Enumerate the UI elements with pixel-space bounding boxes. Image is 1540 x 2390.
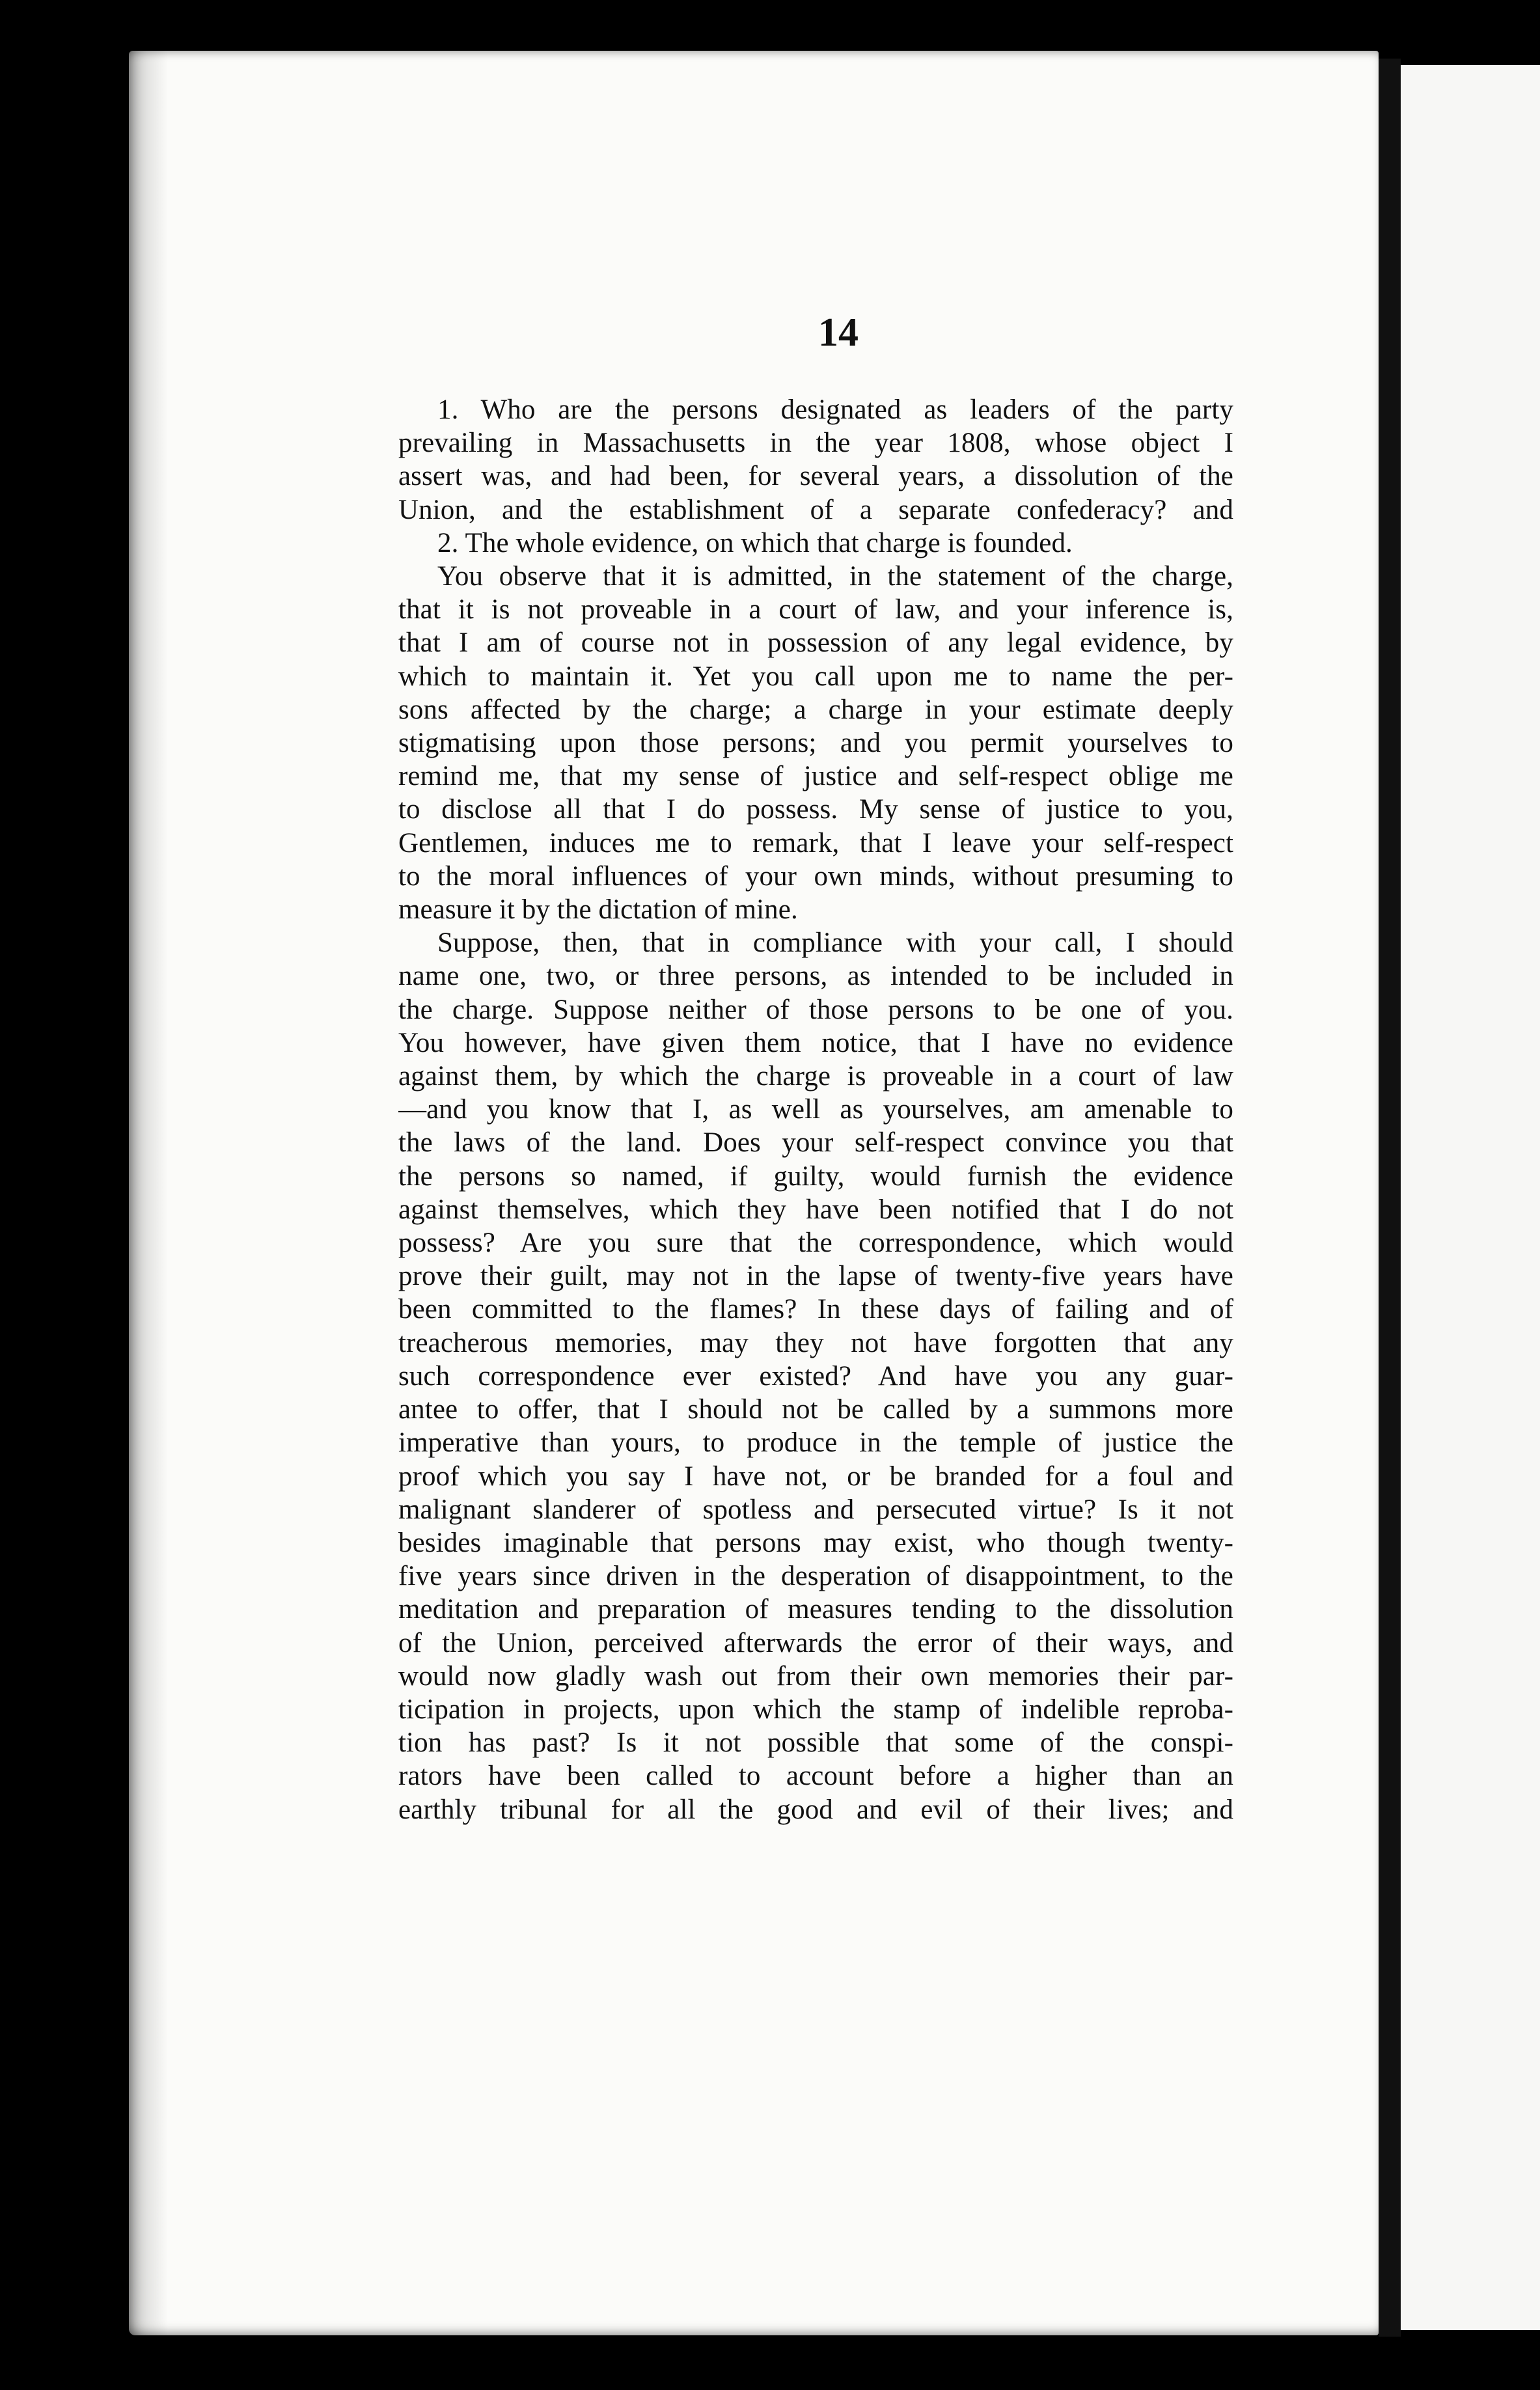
text-line: that I am of course not in possession of any legal evidence, by [398, 627, 1233, 659]
text-line: that it is not proveable in a court of law, and your inference is, [398, 594, 1233, 625]
text-line: possess? Are you sure that the correspondence, which would [398, 1228, 1233, 1259]
text-line: malignant slanderer of spotless and persecuted virtue? Is it not [398, 1494, 1233, 1525]
text-line: 2. The whole evidence, on which that charge is founded. [437, 527, 1073, 558]
text-line: 1. Who are the persons designated as leaders of the party [437, 394, 1233, 425]
text-line: against themselves, which they have been notified that I do not [398, 1194, 1233, 1225]
text-line: assert was, and had been, for several years, a dissolution of the [398, 461, 1233, 492]
text-line: the charge. Suppose neither of those persons to be one of you. [398, 994, 1233, 1025]
text-line: measure it by the dictation of mine. [398, 894, 798, 926]
body-text [398, 393, 1233, 1826]
text-line: prove their guilt, may not in the lapse of twenty-five years have [398, 1261, 1233, 1292]
text-line: treacherous memories, may they not have forgotten that any [398, 1327, 1233, 1358]
text-line: remind me, that my sense of justice and self-respect oblige me [398, 761, 1233, 792]
text-line: Suppose, then, that in compliance with your call, I should [437, 927, 1233, 959]
text-line: antee to offer, that I should not be called by a summons more [398, 1394, 1233, 1425]
text-line: —and you know that I, as well as yourselves, am amenable to [398, 1094, 1233, 1125]
text-line: sons affected by the charge; a charge in your estimate deeply [398, 694, 1233, 725]
text-line: You however, have given them notice, that I have no evidence [398, 1027, 1233, 1058]
text-line: five years since driven in the desperation of disappointment, to the [398, 1561, 1233, 1592]
text-line: to disclose all that I do possess. My sense of justice to you, [398, 794, 1233, 825]
text-line: Union, and the establishment of a separate confederacy? and [398, 494, 1233, 525]
book-gutter [1379, 59, 1401, 2337]
text-line: Gentlemen, induces me to remark, that I leave your self-respect [398, 827, 1233, 858]
text-line: ticipation in projects, upon which the stamp of indelible reproba- [398, 1694, 1233, 1725]
text-line: prevailing in Massachusetts in the year 1808, whose object I [398, 428, 1233, 459]
text-line: would now gladly wash out from their own memories their par- [398, 1660, 1233, 1692]
text-line: of the Union, perceived afterwards the error of their ways, and [398, 1627, 1233, 1658]
text-line: such correspondence ever existed? And have you any guar- [398, 1360, 1233, 1392]
text-line: the laws of the land. Does your self-respect convince you that [398, 1127, 1233, 1159]
text-line: rators have been called to account before a higher than an [398, 1761, 1233, 1792]
text-line: name one, two, or three persons, as intended to be included in [398, 961, 1233, 992]
text-line: You observe that it is admitted, in the statement of the charge, [437, 561, 1233, 592]
text-line: meditation and preparation of measures tending to the dissolution [398, 1594, 1233, 1625]
facing-page-edge [1401, 65, 1540, 2330]
text-line: stigmatising upon those persons; and you permit yourselves to [398, 728, 1233, 759]
text-line: besides imaginable that persons may exist, who though twenty- [398, 1527, 1233, 1558]
text-line: proof which you say I have not, or be branded for a foul and [398, 1461, 1233, 1492]
text-line: which to maintain it. Yet you call upon me to name the per- [398, 661, 1233, 692]
text-line: against them, by which the charge is proveable in a court of law [398, 1061, 1233, 1092]
text-line: imperative than yours, to produce in the temple of justice the [398, 1427, 1233, 1459]
text-line: earthly tribunal for all the good and evil of their lives; and [398, 1794, 1233, 1825]
page-number: 14 [818, 310, 859, 355]
text-line: the persons so named, if guilty, would furnish the evidence [398, 1161, 1233, 1192]
text-line: been committed to the flames? In these days of failing and of [398, 1294, 1233, 1325]
text-line: to the moral influences of your own minds, without presuming to [398, 860, 1233, 892]
page-shadow [129, 51, 168, 2335]
text-line: tion has past? Is it not possible that some of the conspi- [398, 1727, 1233, 1759]
